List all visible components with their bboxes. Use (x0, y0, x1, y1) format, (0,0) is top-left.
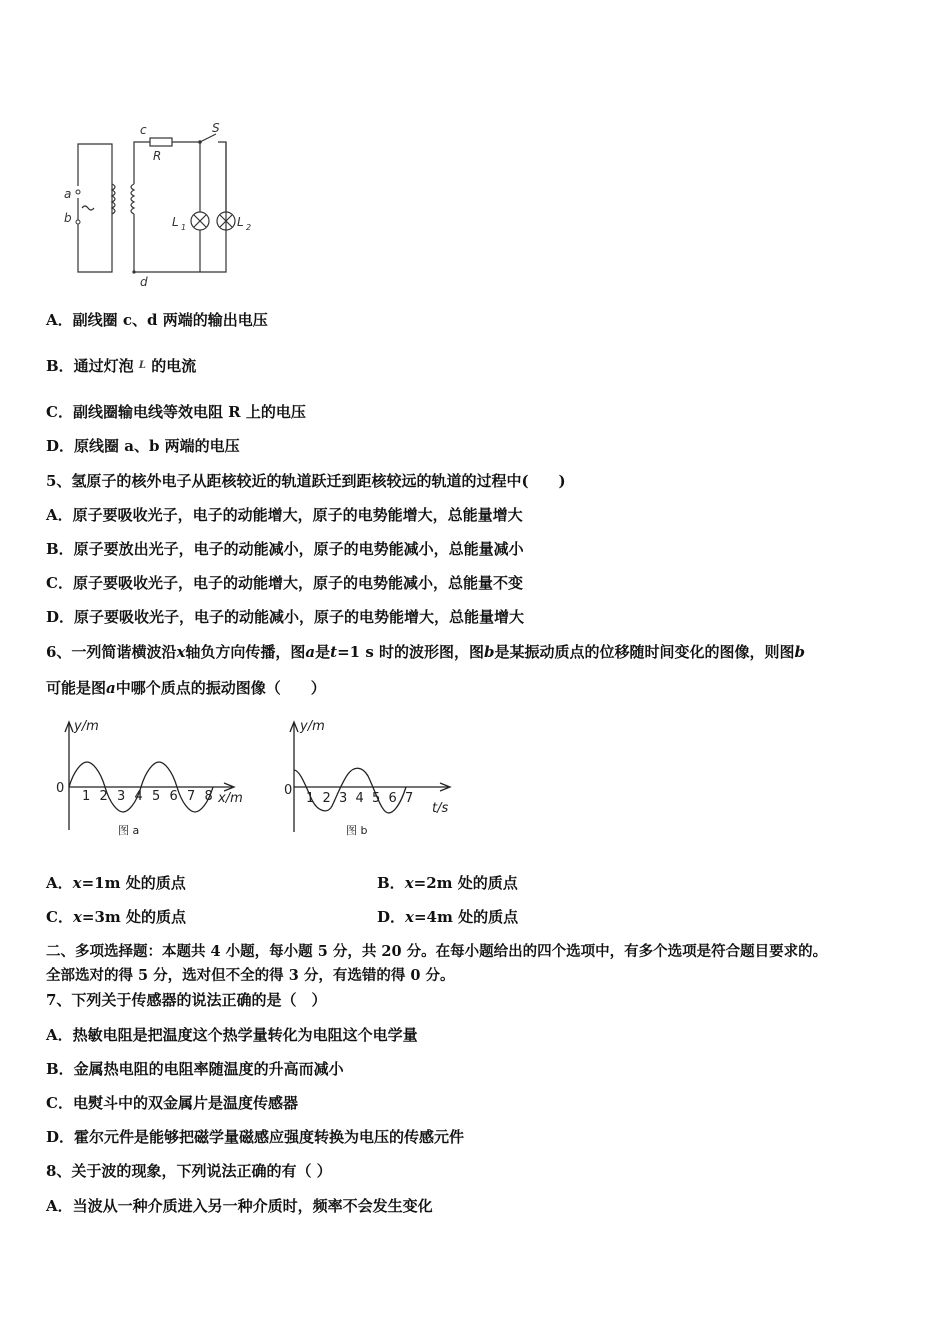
q7-option-c: C．电熨斗中的双金属片是温度传感器 (46, 1094, 298, 1112)
wave-graph-a (50, 712, 255, 842)
graph-a-xlabel: x/m (218, 791, 243, 806)
q4-option-b-suffix: 的电流 (151, 357, 197, 375)
switch-s-label: S (212, 121, 220, 135)
q6-stem-line1: 6、一列简谐横波沿x轴负方向传播，图a是t=1 s 时的波形图，图b是某振动质点的位移随时间变化的图像，则图b (46, 643, 806, 661)
resistor-r-label: R (153, 149, 162, 163)
lamp-l1-subscript: 1 (181, 223, 187, 232)
graph-a-origin: 0 (56, 781, 65, 796)
q6-option-a: A．x=1m 处的质点 (46, 874, 186, 892)
graph-b-tick-1: 1 (306, 791, 315, 806)
terminal-d-label: d (140, 275, 148, 289)
q4-option-b (46, 356, 196, 376)
graph-a-tick-4: 4 (134, 789, 143, 804)
graph-a-tick-3: 3 (117, 789, 126, 804)
q4-option-c: C．副线圈输电线等效电阻 R 上的电压 (46, 403, 306, 421)
q4-option-d: D．原线圈 a、b 两端的电压 (46, 437, 240, 455)
graph-b-xlabel: t/s (432, 801, 449, 816)
vibration-graph-b (276, 712, 466, 842)
graph-a-tick-6: 6 (169, 789, 178, 804)
lamp-l2-label: L (237, 215, 244, 229)
q5-option-d: D．原子要吸收光子，电子的动能减小，原子的电势能增大，总能量增大 (46, 608, 525, 626)
graph-b-tick-4: 4 (355, 791, 364, 806)
q7-stem: 7、下列关于传感器的说法正确的是（ ） (46, 991, 327, 1009)
graph-b-tick-7: 7 (405, 791, 414, 806)
graph-a-ylabel: y/m (74, 719, 99, 734)
q6-option-c: C．x=3m 处的质点 (46, 908, 187, 926)
terminal-a-label: a (64, 187, 72, 201)
graph-b-origin: 0 (284, 783, 293, 798)
graph-a-tick-8: 8 (204, 789, 213, 804)
graph-b-tick-2: 2 (322, 791, 331, 806)
graph-b-tick-6: 6 (388, 791, 397, 806)
q6-option-d: D．x=4m 处的质点 (377, 908, 519, 926)
graph-a-tick-7: 7 (187, 789, 196, 804)
graph-b-tick-3: 3 (339, 791, 348, 806)
q4-option-a: A．副线圈 c、d 两端的输出电压 (46, 311, 268, 329)
graph-b-tick-5: 5 (372, 791, 381, 806)
lamp-symbol: L (138, 360, 146, 371)
q5-option-a: A．原子要吸收光子，电子的动能增大，原子的电势能增大，总能量增大 (46, 506, 523, 524)
q7-option-b: B．金属热电阻的电阻率随温度的升高而减小 (46, 1060, 344, 1078)
section2-instructions-line2: 全部选对的得 5 分，选对但不全的得 3 分，有选错的得 0 分。 (46, 967, 455, 984)
q4-option-b-prefix: B．通过灯泡 (46, 357, 134, 375)
lamp-l1-label: L (172, 215, 179, 229)
q5-option-c: C．原子要吸收光子，电子的动能增大，原子的电势能减小，总能量不变 (46, 574, 523, 592)
graph-b-caption: 图 b (346, 824, 368, 837)
terminal-b-label: b (64, 211, 72, 225)
q7-option-d: D．霍尔元件是能够把磁学量磁感应强度转换为电压的传感元件 (46, 1128, 465, 1146)
terminal-c-label: c (140, 123, 147, 137)
q6-stem-line2: 可能是图a中哪个质点的振动图像（ ） (46, 679, 326, 697)
q8-option-a: A．当波从一种介质进入另一种介质时，频率不会发生变化 (46, 1197, 433, 1215)
q5-option-b: B．原子要放出光子，电子的动能减小，原子的电势能减小，总能量减小 (46, 540, 524, 558)
q5-stem: 5、氢原子的核外电子从距核较近的轨道跃迁到距核较远的轨道的过程中( ) (46, 472, 566, 490)
graph-a-tick-5: 5 (152, 789, 161, 804)
transformer-circuit-diagram (60, 118, 260, 290)
section2-instructions-line1: 二、多项选择题：本题共 4 小题，每小题 5 分，共 20 分。在每小题给出的四个选项中，有多个选项是符合题目要求的。 (46, 943, 828, 960)
q7-option-a: A．热敏电阻是把温度这个热学量转化为电阻这个电学量 (46, 1026, 418, 1044)
graph-a-tick-2: 2 (99, 789, 108, 804)
graph-a-caption: 图 a (118, 824, 140, 837)
q8-stem: 8、关于波的现象，下列说法正确的有（ ） (46, 1162, 332, 1180)
graph-b-ylabel: y/m (300, 719, 325, 734)
graph-a-tick-1: 1 (82, 789, 91, 804)
q6-option-b: B．x=2m 处的质点 (377, 874, 518, 892)
lamp-l2-subscript: 2 (246, 223, 252, 232)
